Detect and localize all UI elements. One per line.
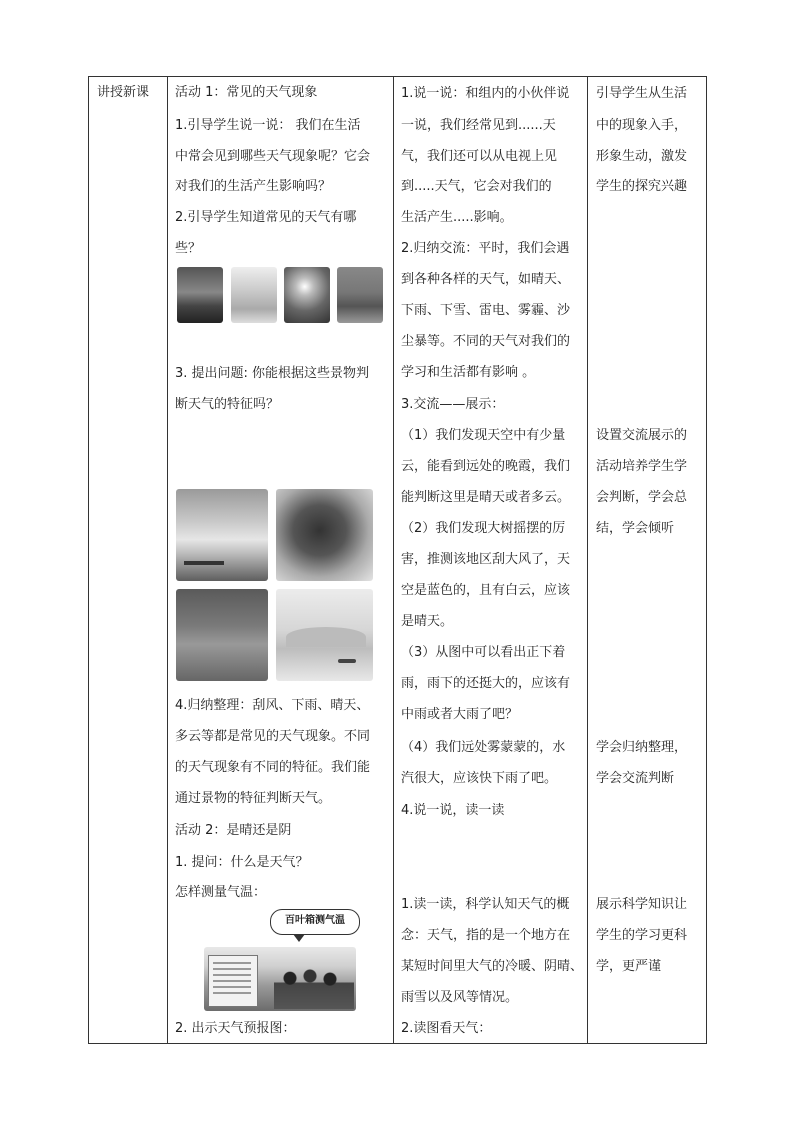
teacher-activity-cell xyxy=(168,77,394,1044)
text-line: 到.....天气，它会对我们的 xyxy=(401,179,552,194)
text-line: 云，能看到远处的晚霞，我们 xyxy=(401,459,571,474)
text-line: 些？ xyxy=(175,241,202,256)
text-line: 1.说一说：和组内的小伙伴说 xyxy=(401,86,570,101)
lightning-photo xyxy=(177,267,223,323)
text-line: 尘暴等。不同的天气对我们的 xyxy=(401,334,571,349)
text-line: 活动培养学生学 xyxy=(596,459,688,474)
text-line: 空是蓝色的，且有白云，应该 xyxy=(401,583,571,598)
text-line: （3）从图中可以看出正下着 xyxy=(401,645,566,660)
text-line: 2.读图看天气： xyxy=(401,1021,492,1036)
text-line: 学习和生活都有影响 。 xyxy=(401,365,536,380)
design-intent-cell xyxy=(588,77,707,1044)
text-line: 气，我们还可以从电视上见 xyxy=(401,149,558,164)
text-line: 学生的学习更科 xyxy=(596,928,688,943)
text-line: 中雨或者大雨了吧？ xyxy=(401,707,519,722)
thermometer-screen-photo xyxy=(204,947,356,1011)
text-line: 一说，我们经常见到......天 xyxy=(401,118,556,133)
text-line: 汽很大，应该快下雨了吧。 xyxy=(401,771,558,786)
section-cell xyxy=(89,77,168,1044)
windy-tree-photo xyxy=(276,489,373,581)
text-line: 中常会见到哪些天气现象呢？它会 xyxy=(175,149,371,164)
lesson-plan-table xyxy=(88,76,707,1044)
text-line: 断天气的特征吗？ xyxy=(175,397,280,412)
text-line: 学生的探究兴趣 xyxy=(596,179,688,194)
text-line: 3. 提出问题: 你能根据这些景物判 xyxy=(175,366,370,381)
text-line: 能判断这里是晴天或者多云。 xyxy=(401,490,571,505)
text-line: 怎样测量气温： xyxy=(175,885,267,900)
text-line: 多云等都是常见的天气现象。不同 xyxy=(175,729,371,744)
foggy-lake-photo xyxy=(276,589,373,681)
text-line: 2. 出示天气预报图： xyxy=(175,1021,296,1036)
text-line: 4.归纳整理：刮风、下雨、晴天、 xyxy=(175,698,370,713)
text-line: 1. 提问：什么是天气？ xyxy=(175,855,309,870)
text-line: 对我们的生活产生影响吗？ xyxy=(175,179,332,194)
text-line: （1）我们发现天空中有少量 xyxy=(401,428,566,443)
text-line: 雨，雨下的还挺大的，应该有 xyxy=(401,676,571,691)
text-line: 4.说一说，读一读 xyxy=(401,803,505,818)
text-line: 念：天气，指的是一个地方在 xyxy=(401,928,571,943)
text-line: 展示科学知识让 xyxy=(596,897,688,912)
text-line: 结，学会倾听 xyxy=(596,521,675,536)
text-line: 设置交流展示的 xyxy=(596,428,688,443)
text-line: 下雨、下雪、雷电、雾霾、沙 xyxy=(401,303,571,318)
text-line: 学，更严谨 xyxy=(596,959,662,974)
text-line: 到各种各样的天气，如晴天、 xyxy=(401,272,571,287)
text-line: 会判断，学会总 xyxy=(596,490,688,505)
text-line: 学会交流判断 xyxy=(596,771,675,786)
text-line: 雨雪以及风等情况。 xyxy=(401,990,519,1005)
text-line: 3.交流——展示： xyxy=(401,397,505,412)
heavy-rain-photo xyxy=(176,589,268,681)
text-line: 形象生动，激发 xyxy=(596,149,688,164)
student-activity-cell xyxy=(394,77,588,1044)
sunset-clouds-photo xyxy=(176,489,268,581)
text-line: 通过景物的特征判断天气。 xyxy=(175,791,332,806)
activity2-title: 活动 2：是晴还是阴 xyxy=(175,823,292,838)
text-line: 1.读一读，科学认知天气的概 xyxy=(401,897,570,912)
bubble-label: 百叶箱测气温 xyxy=(285,915,345,926)
text-line: 学会归纳整理， xyxy=(596,740,688,755)
text-line: 中的现象入手， xyxy=(596,118,688,133)
text-line: 害，推测该地区刮大风了，天 xyxy=(401,552,571,567)
text-line: 2.归纳交流：平时，我们会遇 xyxy=(401,241,570,256)
text-line: （2）我们发现大树摇摆的厉 xyxy=(401,521,566,536)
section-label: 讲授新课 xyxy=(97,85,150,100)
text-line: 某短时间里大气的冷暖、阴晴、 xyxy=(401,959,584,974)
activity1-title: 活动 1：常见的天气现象 xyxy=(175,85,318,100)
text-line: 引导学生从生活 xyxy=(596,86,688,101)
text-line: 是晴天。 xyxy=(401,614,454,629)
text-line: （4）我们远处雾蒙蒙的，水 xyxy=(401,740,566,755)
snow-photo xyxy=(231,267,277,323)
text-line: 生活产生.....影响。 xyxy=(401,210,513,225)
text-line: 1.引导学生说一说： 我们在生活 xyxy=(175,118,361,133)
fog-street-photo xyxy=(284,267,330,323)
speech-bubble xyxy=(270,909,360,935)
rain-photo xyxy=(337,267,383,323)
text-line: 2.引导学生知道常见的天气有哪 xyxy=(175,210,357,225)
text-line: 的天气现象有不同的特征。我们能 xyxy=(175,760,371,775)
